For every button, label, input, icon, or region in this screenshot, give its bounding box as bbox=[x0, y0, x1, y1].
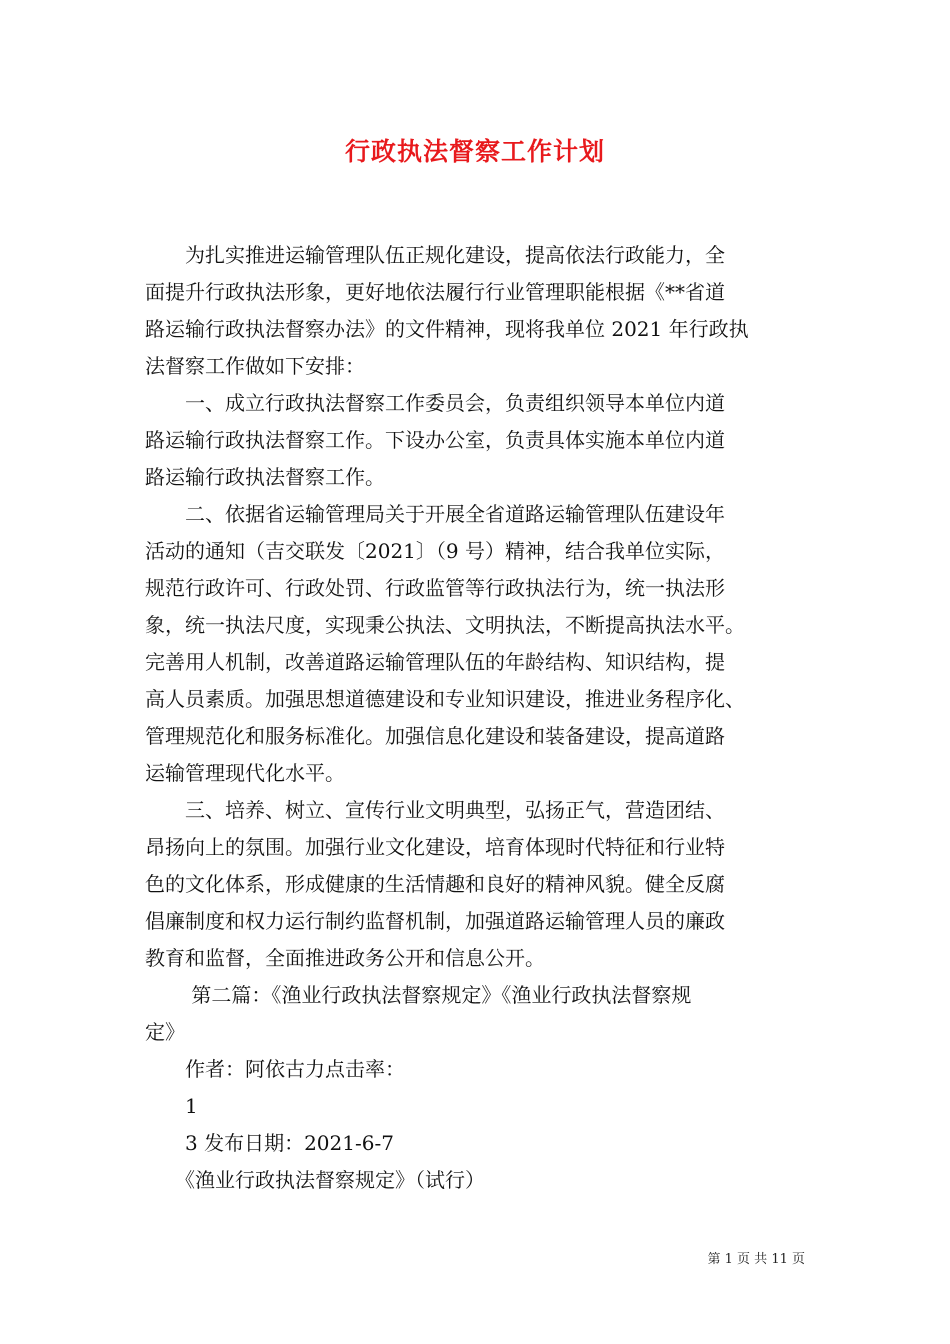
text-line: 规范行政许可、行政处罚、行政监管等行政执法行为，统一执法形 bbox=[145, 576, 725, 600]
text-line: 路运输行政执法督察工作。 bbox=[145, 465, 385, 489]
text-line: 完善用人机制，改善道路运输管理队伍的年龄结构、知识结构，提 bbox=[145, 650, 725, 674]
text-line: 3 发布日期：2021-6-7 bbox=[145, 1131, 394, 1155]
text-line: 1 bbox=[145, 1094, 198, 1118]
text-line: 为扎实推进运输管理队伍正规化建设，提高依法行政能力，全 bbox=[145, 243, 725, 267]
text-line: 第二篇：《渔业行政执法督察规定》《渔业行政执法督察规 bbox=[145, 983, 692, 1007]
text-line: 管理规范化和服务标准化。加强信息化建设和装备建设，提高道路 bbox=[145, 724, 725, 748]
text-line: 活动的通知（吉交联发〔2021〕（9 号）精神，结合我单位实际， bbox=[145, 539, 725, 563]
text-line: 定》 bbox=[145, 1020, 185, 1044]
text-line: 面提升行政执法形象，更好地依法履行行业管理职能根据《**省道 bbox=[145, 280, 725, 304]
text-line: 教育和监督，全面推进政务公开和信息公开。 bbox=[145, 946, 545, 970]
text-line: 法督察工作做如下安排： bbox=[145, 354, 365, 378]
text-line: 高人员素质。加强思想道德建设和专业知识建设，推进业务程序化、 bbox=[145, 687, 745, 711]
text-line: 作者：阿依古力点击率： bbox=[145, 1057, 405, 1081]
page-title: 行政执法督察工作计划 bbox=[344, 137, 605, 166]
text-line: 倡廉制度和权力运行制约监督机制，加强道路运输管理人员的廉政 bbox=[145, 909, 725, 933]
text-line: 三、培养、树立、宣传行业文明典型，弘扬正气，营造团结、 bbox=[145, 798, 725, 822]
text-line: 运输管理现代化水平。 bbox=[145, 761, 345, 785]
text-line: 路运输行政执法督察工作。下设办公室，负责具体实施本单位内道 bbox=[145, 428, 725, 452]
page-footer: 第 1 页 共 11 页 bbox=[707, 1252, 805, 1267]
text-line: 昂扬向上的氛围。加强行业文化建设，培育体现时代特征和行业特 bbox=[145, 835, 725, 859]
text-line: 色的文化体系，形成健康的生活情趣和良好的精神风貌。健全反腐 bbox=[145, 872, 725, 896]
text-line: 《渔业行政执法督察规定》（试行） bbox=[145, 1168, 485, 1192]
text-line: 路运输行政执法督察办法》的文件精神，现将我单位 2021 年行政执 bbox=[145, 317, 749, 341]
text-line: 二、依据省运输管理局关于开展全省道路运输管理队伍建设年 bbox=[145, 502, 725, 526]
text-line: 象，统一执法尺度，实现秉公执法、文明执法，不断提高执法水平。 bbox=[145, 613, 745, 637]
text-line: 一、成立行政执法督察工作委员会，负责组织领导本单位内道 bbox=[145, 391, 725, 415]
